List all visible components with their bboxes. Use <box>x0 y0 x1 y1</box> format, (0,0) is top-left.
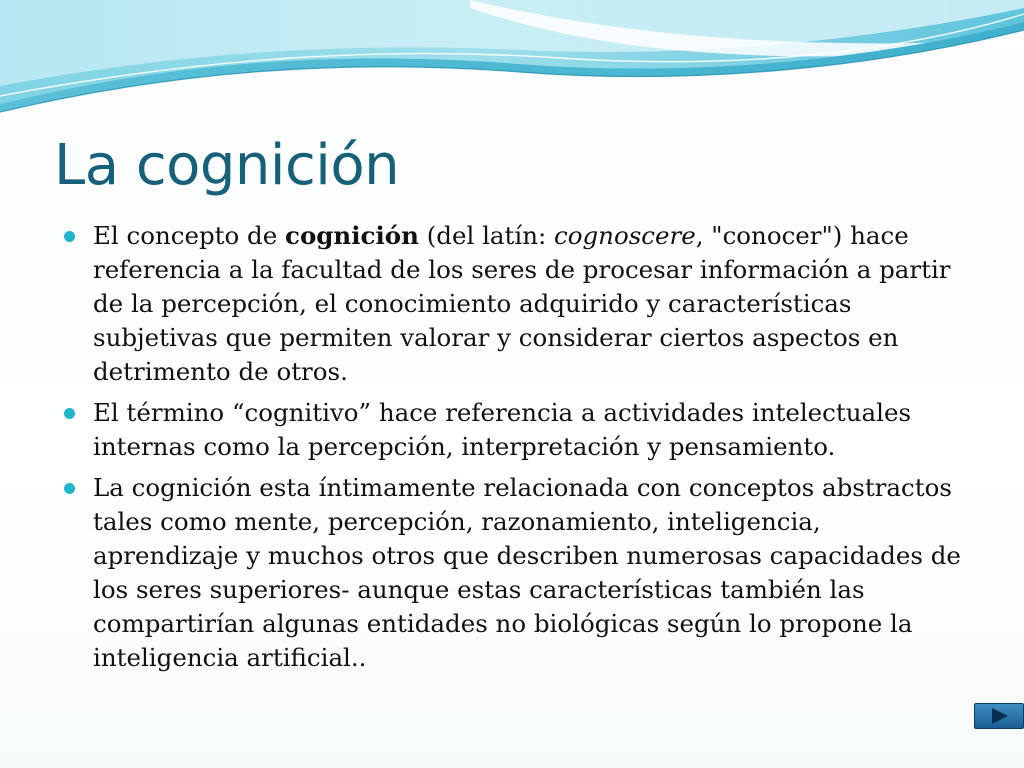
bullet-dot-icon <box>64 231 75 242</box>
next-slide-button[interactable] <box>974 703 1024 729</box>
bullet-segment: (del latín: <box>418 221 555 250</box>
bullet-item <box>62 219 966 389</box>
bold-term: cognición <box>285 221 419 250</box>
italic-term: cognoscere <box>554 221 696 250</box>
slide-title: La cognición <box>54 133 400 198</box>
bullet-item <box>62 396 966 464</box>
wave-header-decoration <box>0 0 1024 120</box>
bullet-item <box>62 471 966 675</box>
bullet-dot-icon <box>64 408 75 419</box>
bullet-text <box>93 221 951 386</box>
bullet-dot-icon <box>64 483 75 494</box>
bullet-text: El término “cognitivo” hace referencia a actividades intelectuales internas como la percepción, interpretación y pensamiento. <box>93 398 912 461</box>
bullet-list <box>62 219 966 682</box>
bullet-segment: El concepto de <box>93 221 286 250</box>
bullet-text: La cognición esta íntimamente relacionada con conceptos abstractos tales como mente, percepción, razonamiento, inteligencia, aprendizaje y muchos otros que describen numerosas capacidades de los seres superiores- aunque estas características también las compartirían algunas entidades no biológicas según lo propone la inteligencia artificial.. <box>93 473 961 672</box>
bullet-segment: , "conocer") hace referencia a la facultad de los seres de procesar información a partir de la percepción, el conocimiento adquirido y características subjetivas que permiten valorar y considerar ciertos aspectos en detrimento de otros. <box>93 221 951 386</box>
play-right-arrow-icon <box>992 708 1008 724</box>
